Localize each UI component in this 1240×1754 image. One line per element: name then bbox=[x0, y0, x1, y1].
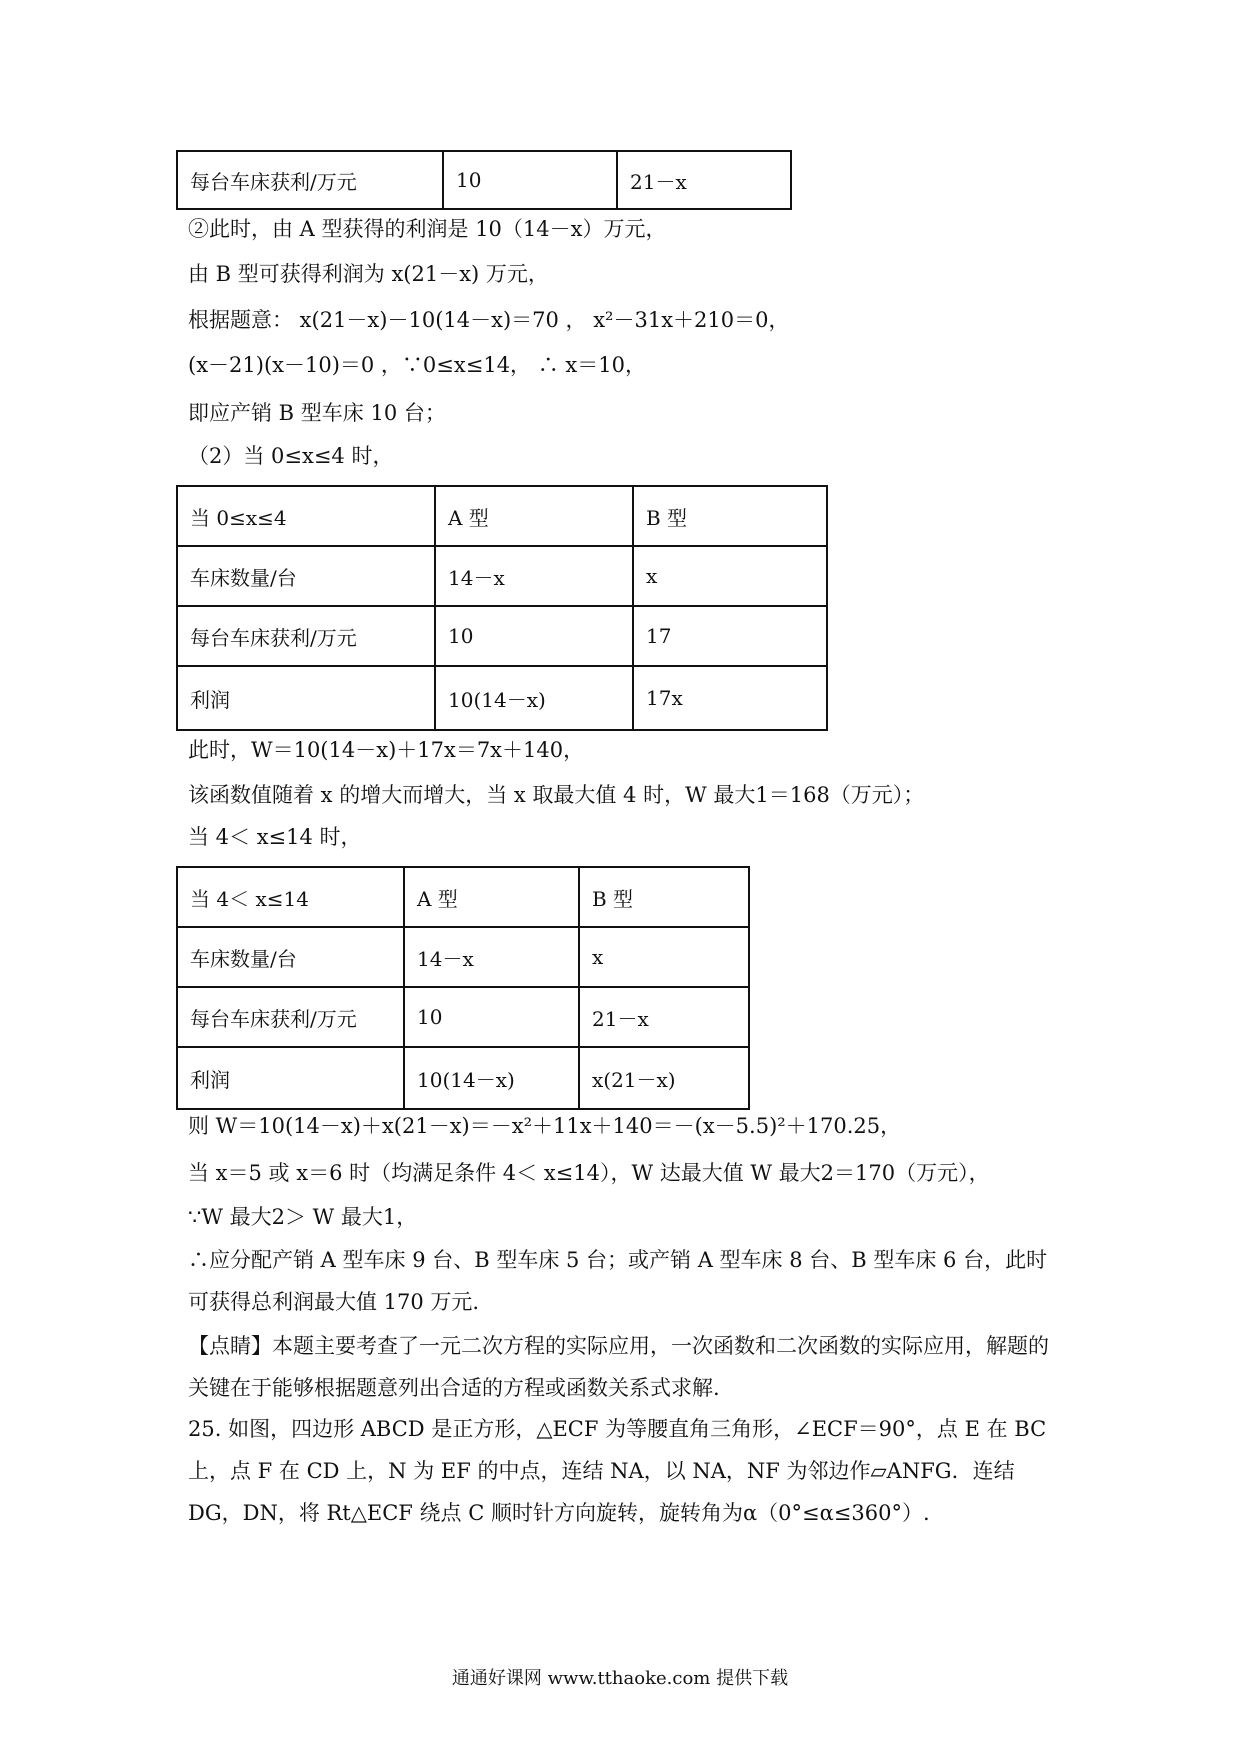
table-cell: 每台车床获利/万元 bbox=[177, 606, 435, 666]
text-line: 此时，W＝10(14－x)＋17x＝7x＋140， bbox=[188, 738, 585, 762]
text-line: 当 4＜ x≤14 时， bbox=[188, 825, 362, 849]
table-cell: x bbox=[633, 546, 827, 606]
text-line: 则 W＝10(14－x)＋x(21－x)＝－x²＋11x＋140＝－(x－5.5)²＋170.25， bbox=[188, 1114, 902, 1138]
table-cell: 10 bbox=[435, 606, 633, 666]
table-cell: 每台车床获利/万元 bbox=[177, 987, 404, 1047]
question-25-paragraph: 25. 如图，四边形 ABCD 是正方形，△ECF 为等腰直角三角形，∠ECF＝90°，点 E 在 BC 上，点 F 在 CD 上，N 为 EF 的中点，连结 NA，以 NA，NF 为邻边作▱ANFG．连结 DG，DN，将 Rt△ECF 绕点 C 顺时针方向旋转，旋转角为α（0°≤α≤360°）. bbox=[188, 1417, 1047, 1525]
table-cell: A 型 bbox=[404, 867, 579, 927]
table-cell: 当 0≤x≤4 bbox=[177, 486, 435, 546]
text-line: 即应产销 B 型车床 10 台； bbox=[188, 401, 446, 425]
table-case-1 bbox=[176, 485, 828, 731]
text-line: 根据题意： x(21－x)－10(14－x)＝70 ， x²－31x＋210＝0， bbox=[188, 308, 790, 332]
text-line: （2）当 0≤x≤4 时， bbox=[188, 444, 394, 468]
text-line: (x－21)(x－10)＝0 ，∵0≤x≤14， ∴ x＝10， bbox=[188, 353, 646, 377]
conclusion-paragraph: ∴应分配产销 A 型车床 9 台、B 型车床 5 台；或产销 A 型车床 8 台、B 型车床 6 台，此时可获得总利润最大值 170 万元. bbox=[188, 1248, 1048, 1314]
table-cell: 10(14－x) bbox=[435, 666, 633, 730]
table-cell: 车床数量/台 bbox=[177, 927, 404, 987]
text-line: 该函数值随着 x 的增大而增大，当 x 取最大值 4 时，W 最大1＝168（万元）； bbox=[188, 783, 925, 807]
table-cell: 21－x bbox=[617, 151, 791, 209]
table-cell: 14－x bbox=[404, 927, 579, 987]
dianjing-paragraph: 【点睛】本题主要考查了一元二次方程的实际应用，一次函数和二次函数的实际应用，解题的关键在于能够根据题意列出合适的方程或函数关系式求解. bbox=[188, 1334, 1049, 1400]
page-footer: 通通好课网 www.tthaoke.com 提供下载 bbox=[451, 1668, 789, 1689]
table-cell: A 型 bbox=[435, 486, 633, 546]
table-cell: 每台车床获利/万元 bbox=[177, 151, 443, 209]
table-cell: 14－x bbox=[435, 546, 633, 606]
text-line: 当 x＝5 或 x＝6 时（均满足条件 4＜ x≤14），W 达最大值 W 最大2＝170（万元）， bbox=[188, 1161, 990, 1185]
table-cell: x bbox=[579, 927, 749, 987]
table-case-2 bbox=[176, 866, 750, 1110]
table-cell: 17 bbox=[633, 606, 827, 666]
table-cell: 10 bbox=[443, 151, 617, 209]
text-line: ②此时，由 A 型获得的利润是 10（14－x）万元， bbox=[188, 217, 667, 241]
table-cell: 车床数量/台 bbox=[177, 546, 435, 606]
table-cell: 利润 bbox=[177, 1047, 404, 1109]
table-cell: B 型 bbox=[633, 486, 827, 546]
table-cell: 当 4＜ x≤14 bbox=[177, 867, 404, 927]
table-cell: 17x bbox=[633, 666, 827, 730]
table-cell: 21－x bbox=[579, 987, 749, 1047]
text-line: ∵W 最大2＞ W 最大1， bbox=[188, 1205, 418, 1229]
table-top-continuation bbox=[176, 150, 792, 210]
table-cell: B 型 bbox=[579, 867, 749, 927]
table-cell: 10(14－x) bbox=[404, 1047, 579, 1109]
text-line: 由 B 型可获得利润为 x(21－x) 万元， bbox=[188, 262, 549, 286]
table-cell: 10 bbox=[404, 987, 579, 1047]
table-cell: 利润 bbox=[177, 666, 435, 730]
table-cell: x(21－x) bbox=[579, 1047, 749, 1109]
